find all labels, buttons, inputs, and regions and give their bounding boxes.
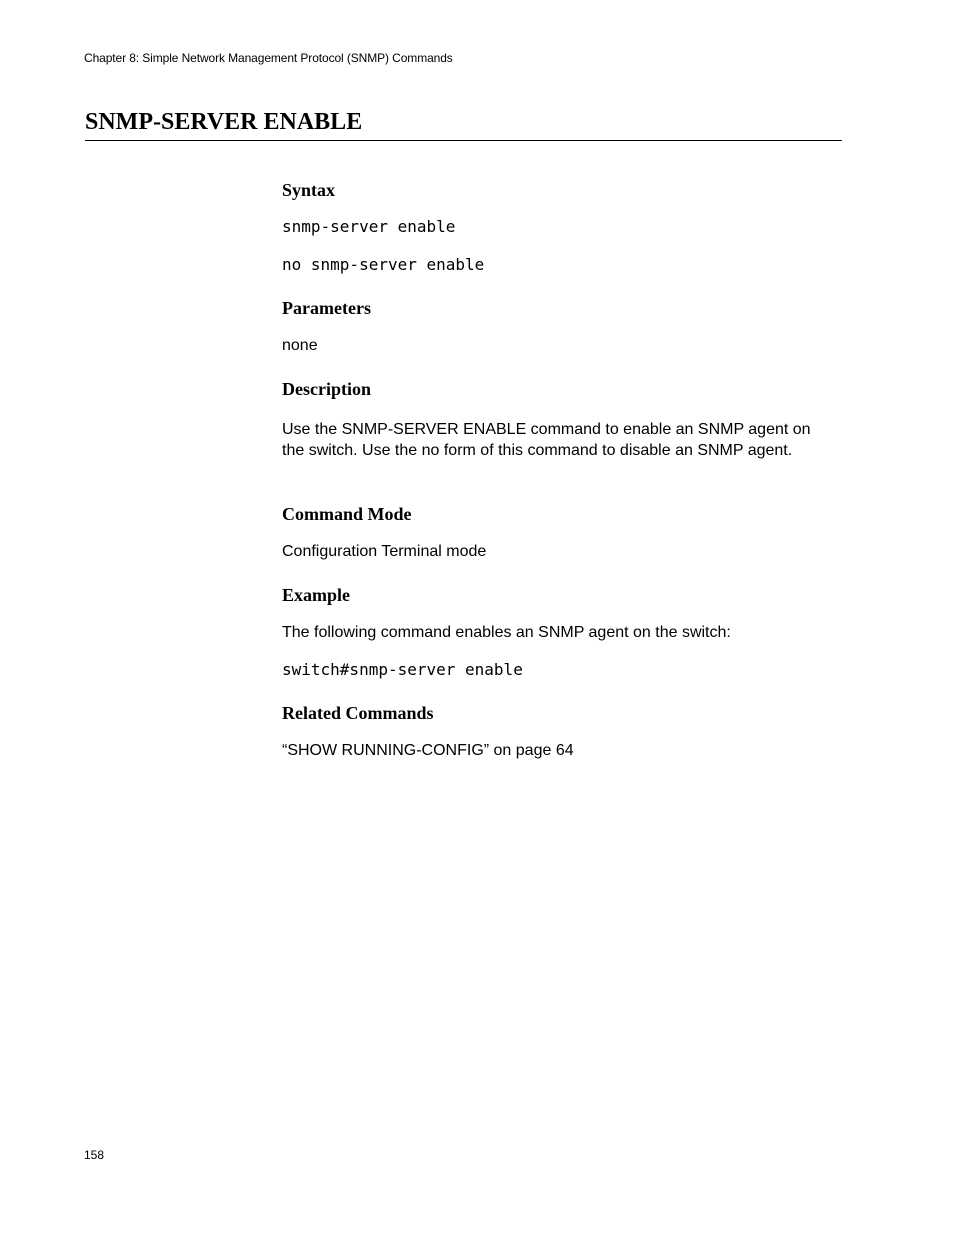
command-mode-text: Configuration Terminal mode bbox=[282, 543, 487, 560]
page-title: SNMP-SERVER ENABLE bbox=[85, 109, 363, 135]
parameters-text: none bbox=[282, 337, 318, 354]
syntax-heading: Syntax bbox=[282, 180, 336, 200]
example-code: switch#snmp-server enable bbox=[282, 660, 523, 679]
command-mode-heading: Command Mode bbox=[282, 504, 412, 524]
description-heading: Description bbox=[282, 379, 371, 399]
page-number: 158 bbox=[84, 1148, 105, 1162]
example-text: The following command enables an SNMP agent on the switch: bbox=[282, 624, 731, 641]
example-heading: Example bbox=[282, 585, 351, 605]
parameters-heading: Parameters bbox=[282, 298, 371, 318]
syntax-line-disable: no snmp-server enable bbox=[282, 255, 485, 274]
description-text: Use the SNMP-SERVER ENABLE command to enable an SNMP agent on the switch. Use the no form of this command to disable an SNMP agent. bbox=[282, 421, 811, 459]
related-command-link[interactable]: “SHOW RUNNING-CONFIG” on page 64 bbox=[282, 742, 574, 759]
title-rule bbox=[85, 140, 842, 141]
related-commands-heading: Related Commands bbox=[282, 703, 434, 723]
running-header: Chapter 8: Simple Network Management Protocol (SNMP) Commands bbox=[84, 51, 453, 65]
syntax-line-enable: snmp-server enable bbox=[282, 217, 456, 236]
